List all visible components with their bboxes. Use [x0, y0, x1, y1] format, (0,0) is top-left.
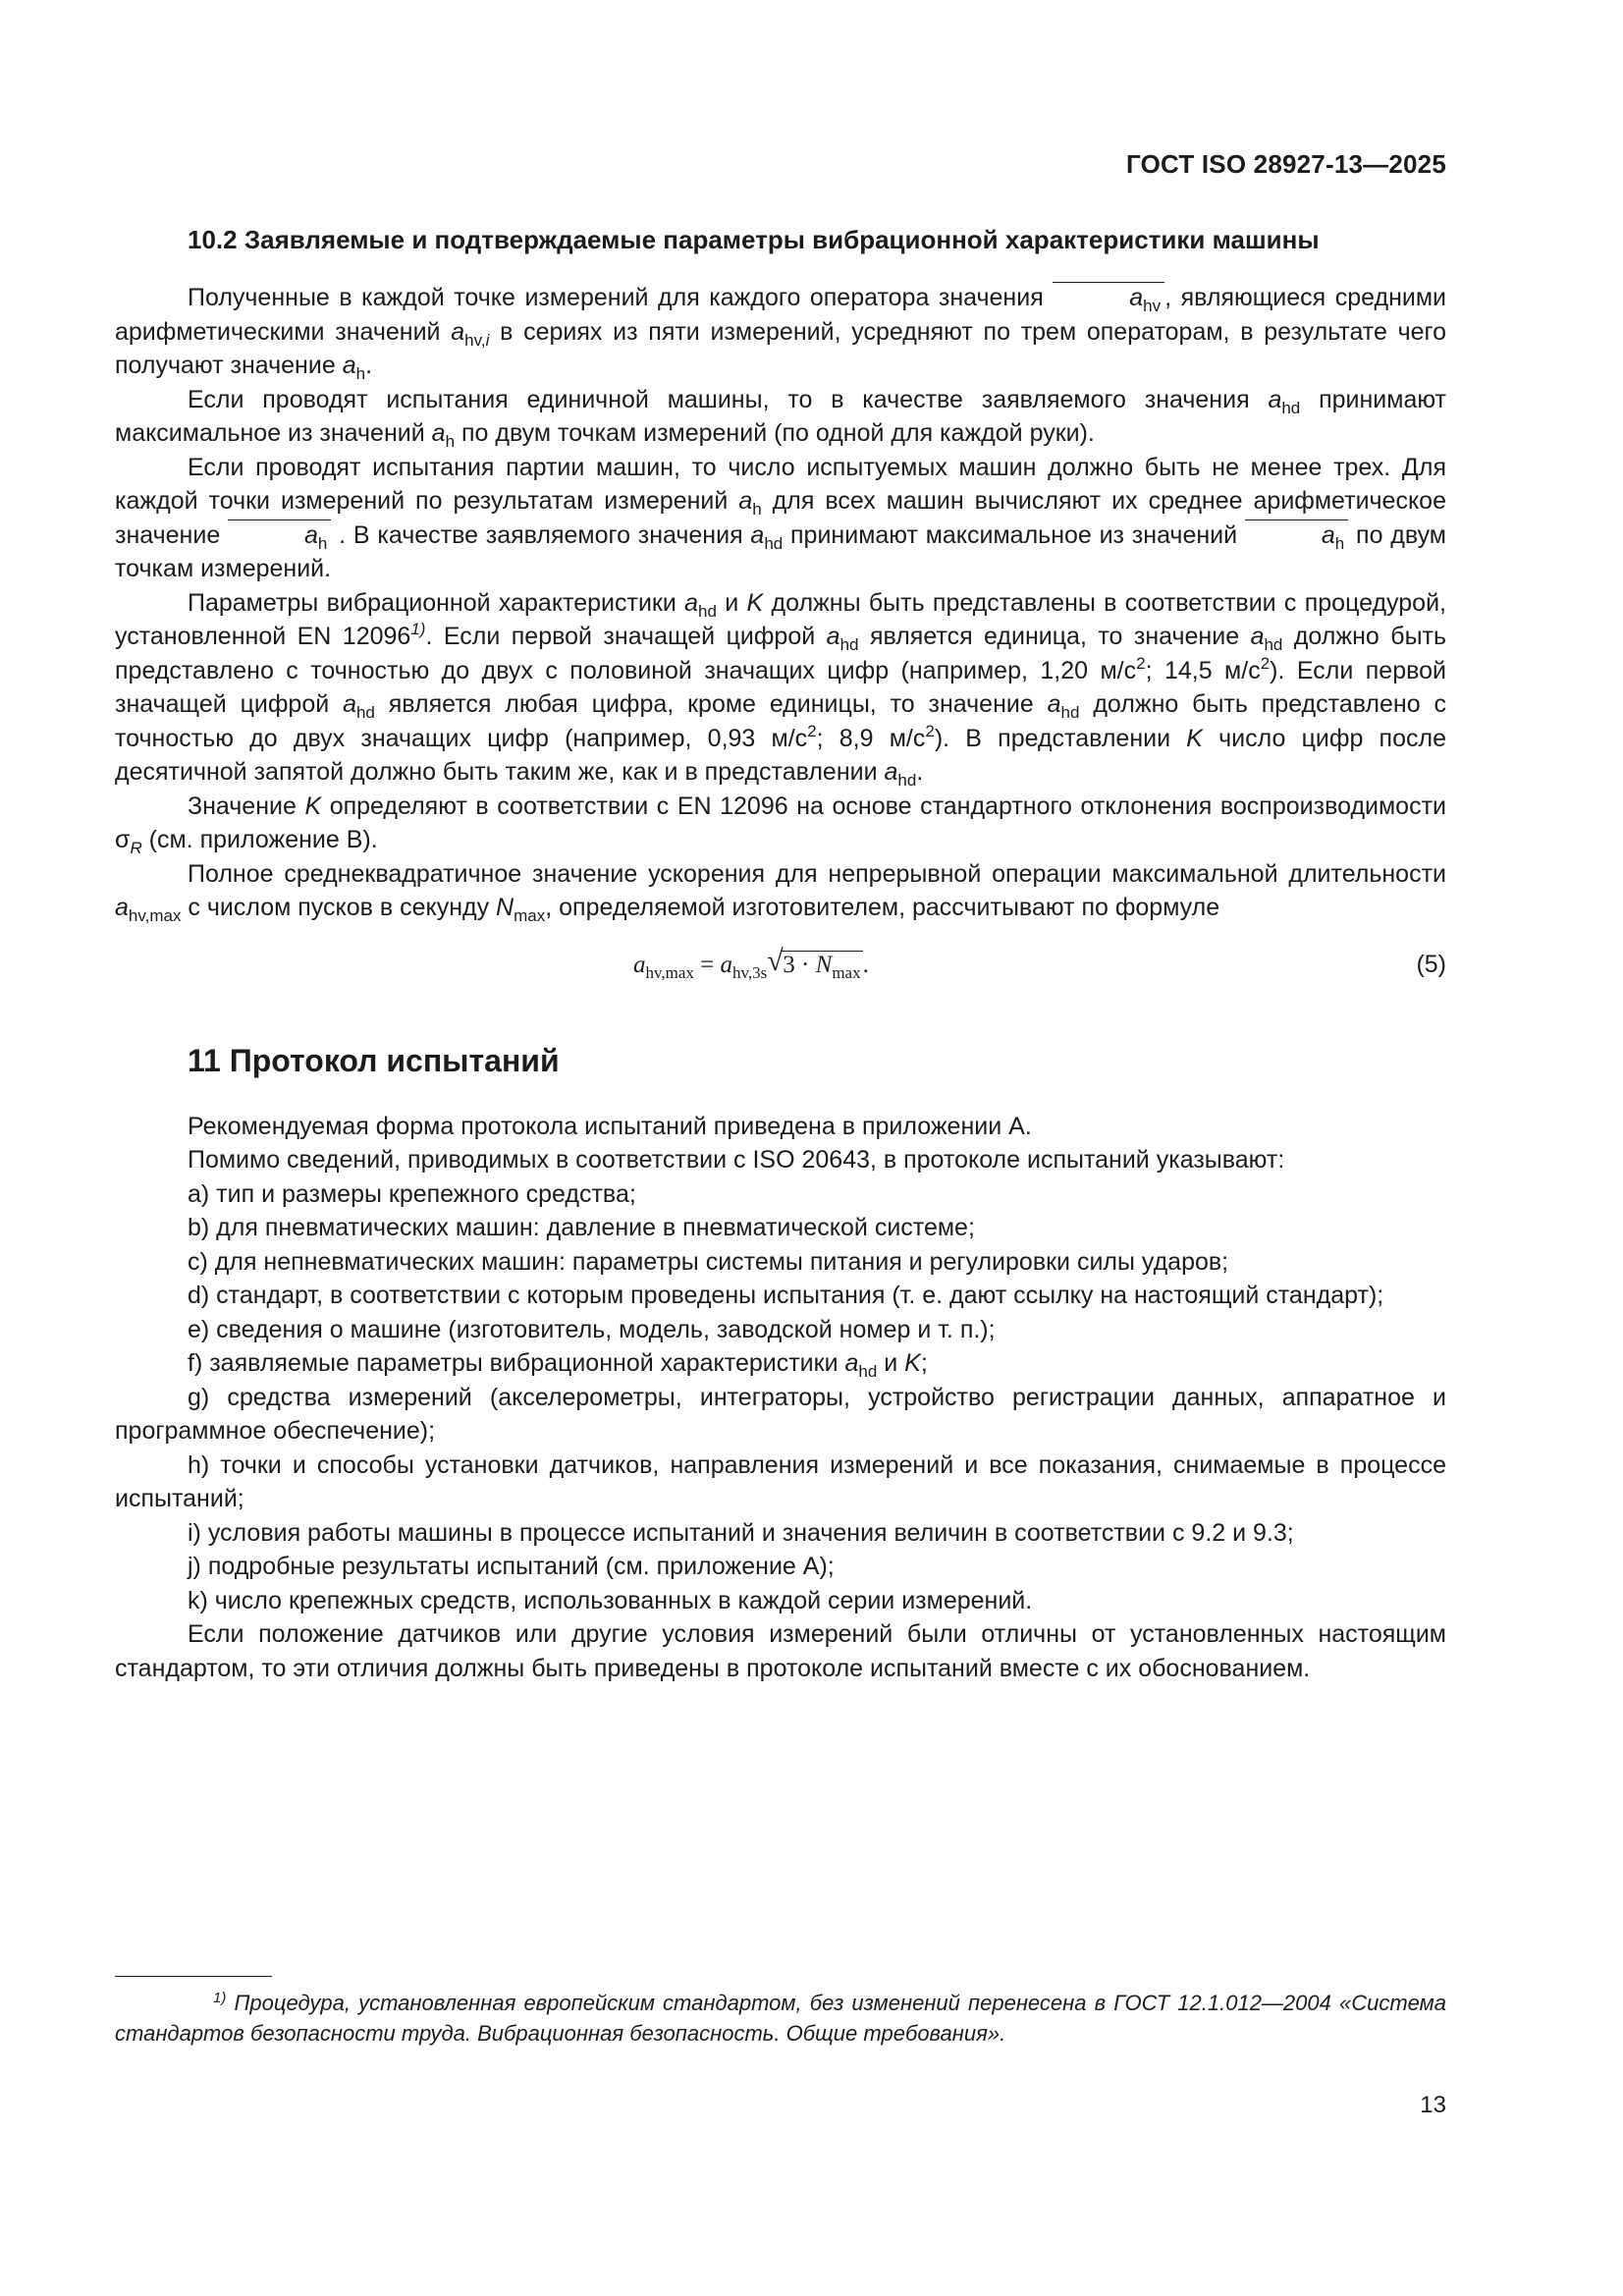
footnote-mark: 1) [213, 1990, 227, 2006]
footnote-ref: 1) [410, 620, 426, 638]
list-item-h: h) точки и способы установки датчиков, направления измерений и все показания, снимаемые в процессе испытаний; [115, 1450, 1446, 1512]
paragraph-representation: Параметры вибрационной характеристики $a_{hd}$ и K должны быть представлены в соответствии с процедурой, установленной EN 12096$^{1)}$. Если первой значащей цифрой $a_{hd}$ является единица, то значение $a_{hd}$ должно быть представлено с точностью до двух с половиной значащих цифр (например, 1,20 $м/с^2$; 14,5 $м/с^2$). Если первой значащей цифрой $a_{hd}$ является любая цифра, кроме единицы, то значение $a_{hd}$ должно быть представлено с точностью до двух значащих цифр (например, 0,93 $м/с^2$; 8,9 $м/с^2$). В представлении K число цифр после десятичной запятой должно быть таким же, как и в представлении $a_{hd}$. [115, 588, 1447, 790]
paragraph-single-machine: Если проводят испытания единичной машины, то в качестве заявляемого значения $a_{hd}$ принимают максимальное из значений $a_h$ по двум точкам измерений (по одной для каждой руки). [115, 385, 1446, 451]
formula-number: (5) [1416, 950, 1446, 978]
footnote: $^{1)}$ Процедура, установленная европейским стандартом, без изменений перенесена в ГОСТ 12.1.012—2004 «Система стандартов безопасности труда. Вибрационная безопасность. Общие требования». [115, 1990, 1446, 2046]
list-item-j: j) подробные результаты испытаний (см. приложение А); [188, 1553, 835, 1580]
paragraph-closing: Если положение датчиков или другие условия измерений были отличны от установленных настоящим стандартом, то эти отличия должны быть приведены в протоколе испытаний вместе с их обоснованием. [115, 1620, 1446, 1682]
overline-var: $a_h$ [228, 519, 331, 548]
page-number: 13 [1420, 2092, 1446, 2118]
paragraph-rms-value: Полное среднеквадратичное значение ускорения для непрерывной операции максимальной длительности $a_{hv,max}$ с числом пусков в секунду $N_{max}$, определяемой изготовителем, рассчитывают по формуле [115, 859, 1446, 925]
list-item-k: k) число крепежных средств, использованных в каждой серии измерений. [188, 1586, 1033, 1614]
section-11-heading: 11 Протокол испытаний [188, 1042, 560, 1078]
paragraph-averaging: Полученные в каждой точке измерений для каждого оператора значения $a_{hv}$ , являющиеся средними арифметическими значений $a_{hv,i}$ в сериях из пяти измерений, усредняют по трем операторам, в результате чего получают значение $a_h$. [115, 284, 1446, 383]
square-root: √ $3 \cdot N_{max}$ [767, 944, 861, 982]
paragraph-intro-1: Рекомендуемая форма протокола испытаний приведена в приложении А. [188, 1112, 1032, 1140]
list-item-i: i) условия работы машины в процессе испытаний и значения величин в соответствии с 9.2 и 9.3; [188, 1518, 1294, 1547]
list-item-e: e) сведения о машине (изготовитель, модель, заводской номер и т. п.); [188, 1315, 996, 1343]
footnote-separator [115, 1976, 272, 1977]
paragraph-intro-2: Помимо сведений, приводимых в соответствии с ISO 20643, в протоколе испытаний указывают: [188, 1146, 1285, 1174]
overline-var: $a_h$ [1245, 519, 1348, 548]
list-item-f: f) заявляемые параметры вибрационной характеристики $a_{hd}$ и K; [188, 1349, 928, 1381]
overline-var: $a_{hv}$ [1053, 282, 1164, 310]
standard-designation: ГОСТ ISO 28927-13—2025 [1126, 149, 1446, 179]
paragraph-batch-machines: Если проводят испытания партии машин, то число испытуемых машин должно быть не менее трех. Для каждой точки измерений по результатам измерений $a_h$ для всех машин вычисляют их среднее арифметическое значение $a_h$ . В качестве заявляемого значения $a_{hd}$ принимают максимальное из значений $a_h$ по двум точкам измерений. [115, 453, 1446, 582]
list-item-b: b) для пневматических машин: давление в пневматической системе; [188, 1214, 975, 1241]
section-10-2-heading: 10.2 Заявляемые и подтверждаемые параметры вибрационной характеристики машины [188, 225, 1320, 254]
page-content [115, 222, 1446, 1685]
radical-sign: √ [767, 944, 784, 977]
list-item-a: a) тип и размеры крепежного средства; [188, 1179, 636, 1208]
list-item-c: c) для непневматических машин: параметры системы питания и регулировки силы ударов; [188, 1247, 1229, 1276]
list-item-g: g) средства измерений (акселерометры, интеграторы, устройство регистрации данных, аппаратное и программное обеспечение); [115, 1383, 1446, 1445]
paragraph-k-value: Значение K определяют в соответствии с EN 12096 на основе стандартного отклонения воспроизводимости $\sigma_R$ (см. приложение В). [115, 792, 1446, 857]
formula-5 [115, 943, 1446, 998]
formula-expression: $a_{hv,max} = a_{hv,3s}$ √ $3 \cdot N_{max}$. [633, 944, 869, 982]
list-item-d: d) стандарт, в соответствии с которым проведены испытания (т. е. дают ссылку на настоящий стандарт); [188, 1282, 1384, 1309]
